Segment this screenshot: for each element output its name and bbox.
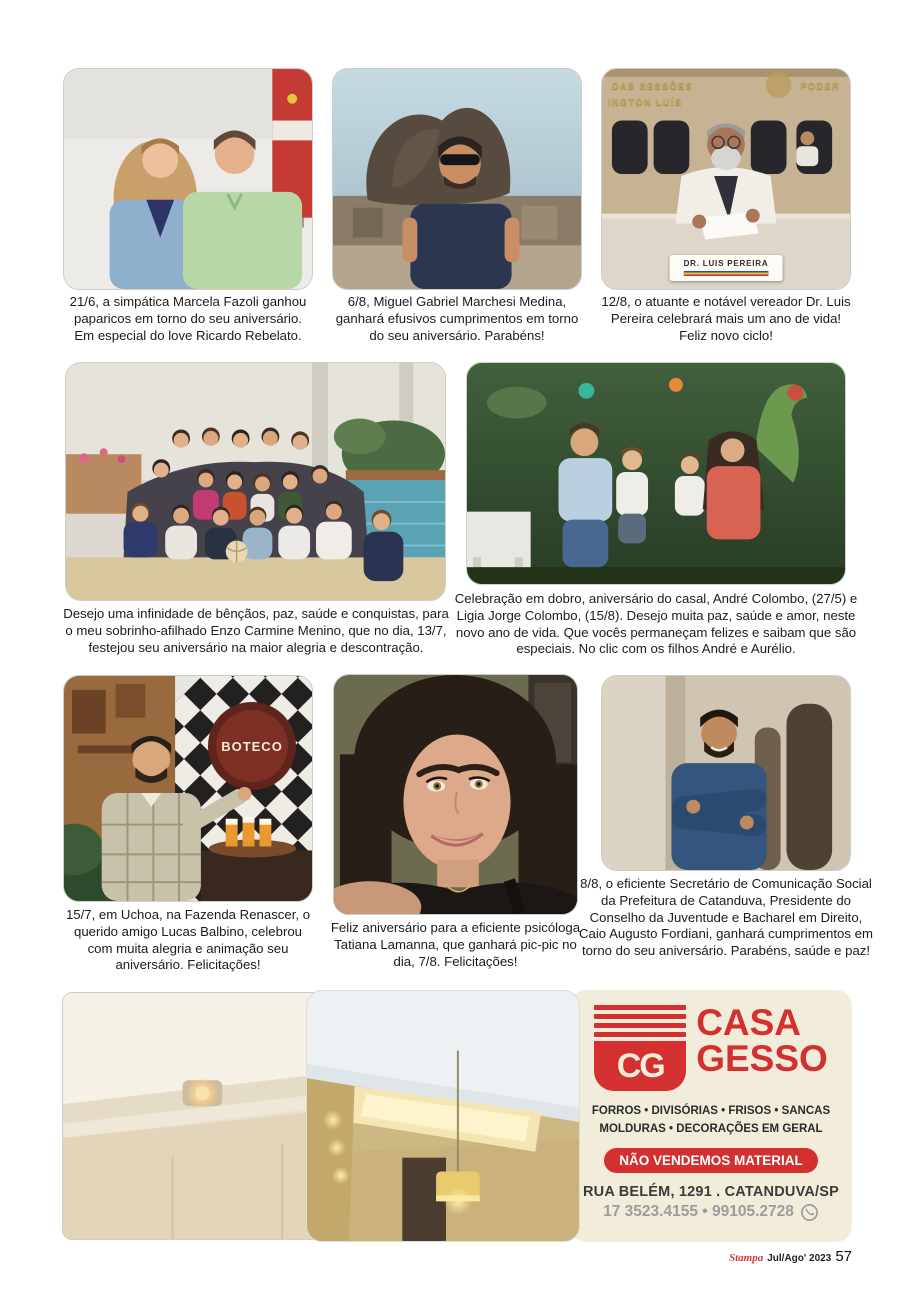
caption-luis-pereira: 12/8, o atuante e notável vereador Dr. Luis Pereira celebrará mais um ano de vida! Feliz novo ciclo! bbox=[601, 294, 851, 343]
caption-colombo-couple: Celebração em dobro, aniversário do casal, André Colombo, (27/5) e Ligia Jorge Colombo, (15/8). Desejo muita paz, saúde e amor, neste novo ano de vida. Que vocês permaneçam felizes e saibam que são especiais. No clic com os filhos André e Aurélio. bbox=[454, 591, 858, 657]
caption-enzo-menino: Desejo uma infinidade de bênçãos, paz, saúde e conquistas, para o meu sobrinho-afilhado Enzo Carmine Menino, que no dia, 13/7, festejou seu aniversário na maior alegria e descontração. bbox=[63, 606, 449, 655]
no-material-badge: NÃO VENDEMOS MATERIAL bbox=[604, 1148, 818, 1173]
couple-illustration bbox=[64, 69, 312, 289]
boteco-sign-text: BOTECO bbox=[221, 738, 283, 754]
logo-stripes bbox=[594, 1005, 686, 1037]
magazine-name: Stampa bbox=[729, 1252, 764, 1264]
desk-nameplate bbox=[670, 255, 783, 281]
lucas-illustration bbox=[64, 676, 312, 901]
services-list bbox=[592, 1102, 830, 1139]
store-address: RUA BELÉM, 1291 . CATANDUVA/SP bbox=[582, 1183, 840, 1200]
caio-illustration bbox=[602, 676, 850, 870]
caption-caio-fordiani: 8/8, o eficiente Secretário de Comunicação Social da Prefeitura de Catanduva, Presidente do Conselho da Juventude e Bacharel em Direito, Caio Augusto Fordiani, ganhará cumprimentos em torno do seu aniversário. Parabéns, saúde e paz! bbox=[579, 876, 873, 959]
caption-marcela-fazoli: 21/6, a simpática Marcela Fazoli ganhou paparicos em torno do seu aniversário. Em especial do love Ricardo Rebelato. bbox=[69, 294, 307, 343]
chamber-wall-text-left-2: INGTON LUÍS bbox=[608, 97, 683, 107]
family-dinosaur-illustration bbox=[467, 363, 845, 584]
miguel-illustration bbox=[333, 69, 581, 289]
photo-lucas-balbino-boteco bbox=[63, 675, 313, 902]
nameplate-text: DR. LUIS PEREIRA bbox=[683, 259, 769, 268]
casa-gesso-logo bbox=[594, 1005, 686, 1091]
photo-colombo-family bbox=[466, 362, 846, 585]
photo-tatiana-lamanna-selfie bbox=[333, 674, 578, 915]
photo-marcela-ricardo-couple bbox=[63, 68, 313, 290]
chamber-wall-text-right: PODER bbox=[800, 81, 840, 91]
caption-lucas-balbino: 15/7, em Uchoa, na Fazenda Renascer, o querido amigo Lucas Balbino, celebrou com muita alegria e animação seu aniversário. Felicitações! bbox=[65, 907, 311, 973]
photo-enzo-group-pool bbox=[65, 362, 446, 601]
photo-miguel-medina bbox=[332, 68, 582, 290]
issue-date: Jul/Ago' 2023 bbox=[767, 1253, 832, 1264]
store-phones bbox=[603, 1203, 819, 1222]
nameplate-stripes bbox=[684, 271, 769, 276]
whatsapp-icon bbox=[800, 1203, 819, 1222]
caption-tatiana-lamanna: Feliz aniversário para a eficiente psicóloga Tatiana Lamanna, que ganhará pic-pic no dia, 7/8. Felicitações! bbox=[330, 920, 581, 969]
group-pool-illustration bbox=[66, 363, 445, 600]
page-number: 57 bbox=[835, 1248, 852, 1265]
casa-gesso-brand-row bbox=[594, 1002, 828, 1091]
chamber-wall-text-left-1: DAS SESSÕES bbox=[612, 81, 694, 91]
services-line-2: MOLDURAS • DECORAÇÕES EM GERAL bbox=[599, 1123, 823, 1136]
casa-gesso-ad-panel bbox=[570, 990, 852, 1242]
brand-name bbox=[696, 1002, 828, 1080]
brand-line-casa: CASA bbox=[696, 1002, 802, 1043]
ad-photo-ceiling-cove bbox=[306, 990, 580, 1242]
photo-caio-fordiani bbox=[601, 675, 851, 871]
ceiling-cove-illustration bbox=[307, 991, 579, 1241]
tatiana-illustration bbox=[334, 675, 577, 914]
photo-dr-luis-pereira bbox=[601, 68, 851, 290]
caption-miguel-medina: 6/8, Miguel Gabriel Marchesi Medina, ganhará efusivos cumprimentos em torno do seu aniversário. Parabéns! bbox=[335, 294, 579, 343]
phone-numbers: 17 3523.4155 • 99105.2728 bbox=[603, 1203, 794, 1221]
services-line-1: FORROS • DIVISÓRIAS • FRISOS • SANCAS bbox=[591, 1105, 831, 1117]
page-footer bbox=[729, 1248, 852, 1265]
logo-monogram: CG bbox=[594, 1041, 686, 1091]
brand-line-gesso: GESSO bbox=[696, 1038, 828, 1080]
